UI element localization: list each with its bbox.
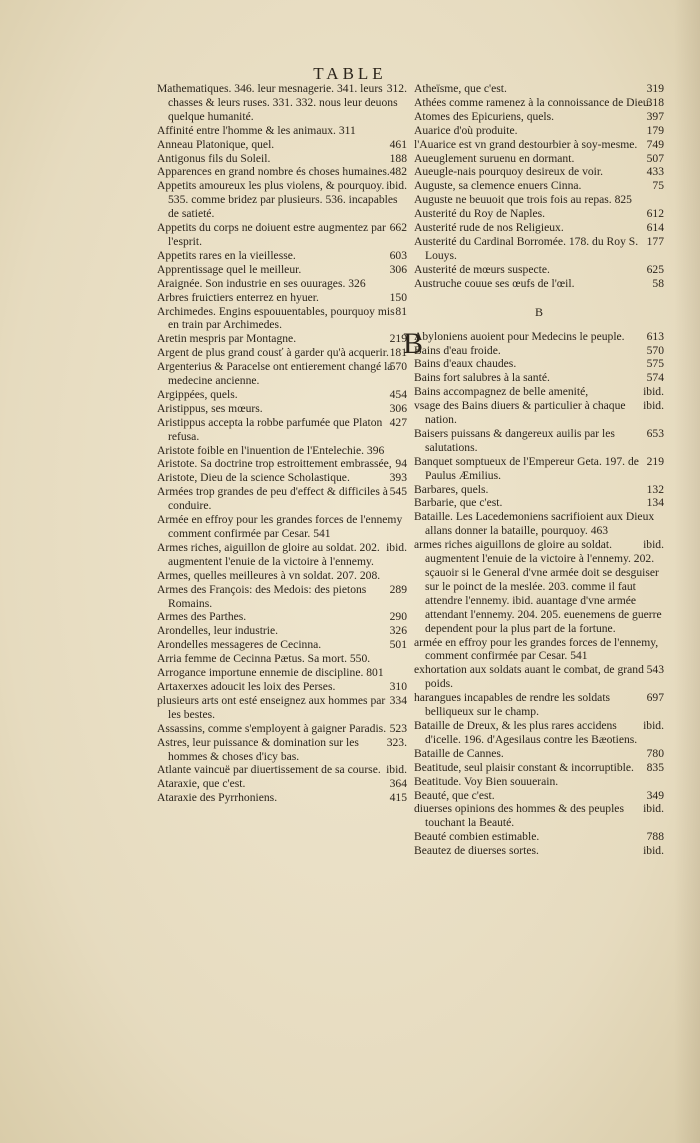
page-reference: 427 bbox=[389, 415, 407, 429]
entry-text: Armes des Parthes. bbox=[157, 610, 247, 624]
entry-text: vsage des Bains diuers & particulier à chaque nation. bbox=[414, 399, 626, 427]
index-entry bbox=[157, 569, 407, 583]
page-reference: 614 bbox=[646, 221, 664, 235]
page-reference: 393 bbox=[389, 471, 407, 485]
page-reference: 150 bbox=[389, 290, 407, 304]
entry-text: Artaxerxes adoucit les loix des Perses. bbox=[157, 679, 336, 693]
page-reference: 219 bbox=[646, 454, 664, 468]
index-entry bbox=[157, 680, 407, 694]
index-entry bbox=[157, 138, 407, 152]
page-reference: 415 bbox=[389, 791, 407, 805]
entry-text: Athées comme ramenez à la connoissance de Dieu. bbox=[414, 95, 652, 109]
index-entry bbox=[157, 722, 407, 736]
entry-text: Atheïsme, que c'est. bbox=[414, 82, 507, 95]
index-entry bbox=[414, 455, 664, 483]
page-reference: 177 bbox=[646, 234, 664, 248]
entry-text: Barbares, quels. bbox=[414, 482, 489, 496]
page-reference: 545 bbox=[389, 485, 407, 499]
index-entry bbox=[157, 763, 407, 777]
index-entry bbox=[157, 624, 407, 638]
index-entry bbox=[414, 719, 664, 747]
index-entry bbox=[414, 802, 664, 830]
entry-text: Aristote foible en l'inuention de l'Entelechie. 396 bbox=[157, 443, 385, 457]
index-entry bbox=[414, 138, 664, 152]
entry-text: Aristote. Sa doctrine trop estroittement embrassée, bbox=[157, 457, 392, 471]
index-entry bbox=[414, 263, 664, 277]
page-reference: 612 bbox=[646, 207, 664, 221]
entry-text: Beauté combien estimable. bbox=[414, 830, 540, 844]
index-entry bbox=[157, 152, 407, 166]
index-entry bbox=[414, 427, 664, 455]
page-reference: ibid. bbox=[643, 399, 664, 413]
page-reference: 306 bbox=[389, 401, 407, 415]
page-reference: 397 bbox=[646, 109, 664, 123]
entry-text: Anneau Platonique, quel. bbox=[157, 137, 275, 151]
index-entry bbox=[157, 82, 407, 124]
index-entry bbox=[157, 513, 407, 541]
entry-text: Austruche couue ses œufs de l'œil. bbox=[414, 276, 575, 290]
page-reference: ibid. bbox=[386, 763, 407, 777]
entry-text: Affinité entre l'homme & les animaux. 311 bbox=[157, 123, 356, 137]
entry-text: Beauté, que c'est. bbox=[414, 788, 495, 802]
index-entry bbox=[157, 402, 407, 416]
index-entry bbox=[414, 496, 664, 510]
entry-text: Assassins, comme s'employent à gaigner Paradis. bbox=[157, 721, 387, 735]
entry-text: Abyloniens auoient pour Medecins le peuple. bbox=[414, 329, 625, 343]
section-letter-b: B bbox=[534, 304, 543, 319]
index-entry bbox=[157, 263, 407, 277]
index-entry bbox=[157, 777, 407, 791]
entry-text: Bains fort salubres à la santé. bbox=[414, 371, 550, 385]
index-entry bbox=[414, 96, 664, 110]
entry-text: Armes, quelles meilleures à vn soldat. 207. 208. bbox=[157, 568, 381, 582]
index-entry bbox=[414, 761, 664, 775]
entry-text: Auarice d'où produite. bbox=[414, 123, 518, 137]
index-entries-b bbox=[403, 326, 664, 858]
entry-text: Aretin mespris par Montagne. bbox=[157, 332, 297, 346]
index-column-right bbox=[403, 82, 664, 858]
page-reference: 461 bbox=[389, 137, 407, 151]
index-entry bbox=[157, 638, 407, 652]
page-reference: 181 bbox=[389, 346, 407, 360]
entry-text: Arria femme de Cecinna Pætus. Sa mort. 550. bbox=[157, 652, 371, 666]
entry-text: Aueugle-nais pourquoy desireux de voir. bbox=[414, 165, 603, 179]
entry-text: Arondelles messageres de Cecinna. bbox=[157, 638, 322, 652]
page-reference: 349 bbox=[646, 788, 664, 802]
entry-text: Appetits du corps ne doiuent estre augmentez par l'esprit. bbox=[157, 221, 386, 248]
entry-text: Austerité de mœurs suspecte. bbox=[414, 262, 550, 276]
entry-text: Argippées, quels. bbox=[157, 387, 238, 401]
entry-text: Aristote, Dieu de la science Scholastique. bbox=[157, 471, 350, 485]
index-entry bbox=[414, 110, 664, 124]
entry-text: Bains d'eau froide. bbox=[414, 343, 501, 357]
page-reference: ibid. bbox=[643, 538, 664, 552]
index-entry bbox=[157, 694, 407, 722]
page-header: TABLE bbox=[313, 64, 387, 83]
index-entry bbox=[157, 388, 407, 402]
page-reference: 501 bbox=[389, 638, 407, 652]
page-reference: 613 bbox=[646, 329, 664, 343]
page-reference: 323. bbox=[386, 735, 407, 749]
index-entry bbox=[157, 332, 407, 346]
entry-text: armée en effroy pour les grandes forces de l'ennemy, comment confirmée par Cesar. 541 bbox=[414, 635, 659, 663]
drop-cap: B bbox=[403, 326, 424, 360]
entry-text: Banquet somptueux de l'Empereur Geta. 197. de Paulus Æmilius. bbox=[414, 454, 639, 482]
page-reference: ibid. bbox=[386, 540, 407, 554]
page-reference: 749 bbox=[646, 137, 664, 151]
index-entries-a bbox=[414, 82, 664, 291]
page-reference: 326 bbox=[389, 624, 407, 638]
entry-text: Archimedes. Engins espouuentables, pourquoy mis en train par Archimedes. bbox=[157, 304, 395, 332]
entry-text: Beautez de diuerses sortes. bbox=[414, 844, 539, 858]
index-column-left bbox=[157, 82, 407, 805]
entry-text: Argent de plus grand cousť à garder qu'à acquerir. bbox=[157, 346, 389, 360]
index-entry bbox=[414, 775, 664, 789]
index-entry bbox=[414, 663, 664, 691]
entry-text: Mathematiques. 346. leur mesnagerie. 341. leurs chasses & leurs ruses. 331. 332. nous leur deuons quelque humanité. bbox=[157, 82, 398, 123]
entry-text: exhortation aux soldats auant le combat, de grand poids. bbox=[414, 663, 644, 691]
entry-text: l'Auarice est vn grand destourbier à soy-mesme. bbox=[414, 137, 638, 151]
page-reference: 788 bbox=[646, 830, 664, 844]
index-entry bbox=[414, 510, 664, 538]
entry-text: Beatitude, seul plaisir constant & incorruptible. bbox=[414, 760, 634, 774]
index-entry bbox=[414, 124, 664, 138]
page-reference: 625 bbox=[646, 262, 664, 276]
index-entry bbox=[157, 457, 407, 471]
index-entry bbox=[157, 610, 407, 624]
page-reference: ibid. bbox=[643, 802, 664, 816]
index-entry bbox=[157, 221, 407, 249]
index-entry bbox=[414, 399, 664, 427]
index-entry bbox=[414, 830, 664, 844]
entry-text: Arrogance importune ennemie de discipline. 801 bbox=[157, 666, 384, 680]
page-reference: 603 bbox=[389, 248, 407, 262]
index-entry bbox=[414, 747, 664, 761]
page-reference: 543 bbox=[646, 663, 664, 677]
entry-text: Bataille de Dreux, & les plus rares accidens d'icelle. 196. d'Agesilaus contre les Bæotiens. bbox=[414, 718, 638, 746]
entry-text: Armes riches, aiguillon de gloire au soldat. 202. augmentent l'enuie de la victoire à l'ennemy. bbox=[157, 540, 380, 568]
entry-text: Antigonus fils du Soleil. bbox=[157, 151, 271, 165]
index-entry bbox=[414, 165, 664, 179]
entry-text: Auguste, sa clemence enuers Cinna. bbox=[414, 179, 582, 193]
index-entry bbox=[414, 357, 664, 371]
page-reference: 179 bbox=[646, 123, 664, 137]
page-reference: 653 bbox=[646, 426, 664, 440]
page-reference: 132 bbox=[646, 482, 664, 496]
entry-text: Armée en effroy pour les grandes forces de l'ennemy comment confirmée par Cesar. 541 bbox=[157, 513, 403, 540]
page-reference: 310 bbox=[389, 679, 407, 693]
index-entry bbox=[414, 179, 664, 193]
entry-text: Aristippus accepta la robbe parfumée que Platon refusa. bbox=[157, 415, 383, 443]
entry-text: Atomes des Epicuriens, quels. bbox=[414, 109, 555, 123]
page-reference: 433 bbox=[646, 165, 664, 179]
page-reference: 289 bbox=[389, 582, 407, 596]
page-reference: 94 bbox=[395, 457, 407, 471]
index-entry bbox=[414, 277, 664, 291]
index-entry bbox=[157, 249, 407, 263]
entry-text: Apprentissage quel le meilleur. bbox=[157, 262, 302, 276]
index-entry bbox=[157, 666, 407, 680]
index-entry bbox=[157, 583, 407, 611]
entry-text: Araignée. Son industrie en ses ouurages. 326 bbox=[157, 276, 366, 290]
entry-text: armes riches aiguillons de gloire au soldat. augmentent l'enuie de la victoire à l'ennemy. 202. sçauoir si le General d'vne armée doit se desguiser sur le poinct de la meslée. 203. comme il faut attendre l'ennemy. ibid. auantage d'vne armée attendant l'ennemy. 204. 205. euenemens de guerre dependent pour la plus part de la fortune. bbox=[414, 538, 662, 635]
page-reference: 570 bbox=[646, 343, 664, 357]
page-reference: 523 bbox=[389, 721, 407, 735]
index-entry bbox=[157, 346, 407, 360]
page-reference: 697 bbox=[646, 691, 664, 705]
index-entry bbox=[414, 193, 664, 207]
page-reference: ibid. bbox=[386, 179, 407, 193]
index-entry bbox=[157, 165, 407, 179]
index-entry bbox=[157, 360, 407, 388]
entry-text: Barbarie, que c'est. bbox=[414, 496, 503, 510]
entry-text: Ataraxie, que c'est. bbox=[157, 777, 246, 791]
index-entry bbox=[414, 385, 664, 399]
index-entry bbox=[414, 789, 664, 803]
page-reference: 81 bbox=[395, 304, 407, 318]
entry-text: plusieurs arts ont esté enseignez aux hommes par les bestes. bbox=[157, 693, 386, 721]
page-reference: 334 bbox=[389, 693, 407, 707]
entry-text: Auguste ne beuuoit que trois fois au repas. 825 bbox=[414, 193, 632, 207]
index-entry bbox=[414, 483, 664, 497]
entry-text: Aueuglement suruenu en dormant. bbox=[414, 151, 575, 165]
index-entry bbox=[414, 636, 664, 664]
index-entry bbox=[157, 736, 407, 764]
index-entry bbox=[157, 179, 407, 221]
page-reference: 507 bbox=[646, 151, 664, 165]
index-entry bbox=[157, 416, 407, 444]
index-entry bbox=[414, 221, 664, 235]
entry-text: Baisers puissans & dangereux auilis par les salutations. bbox=[414, 426, 615, 454]
index-entry bbox=[157, 277, 407, 291]
page-reference: 188 bbox=[389, 151, 407, 165]
entry-text: Bains d'eaux chaudes. bbox=[414, 357, 517, 371]
entry-text: diuerses opinions des hommes & des peuples touchant la Beauté. bbox=[414, 802, 624, 830]
index-entry bbox=[157, 124, 407, 138]
entry-text: harangues incapables de rendre les soldats belliqueux sur le champ. bbox=[414, 691, 611, 719]
page-reference: 835 bbox=[646, 760, 664, 774]
page-reference: 364 bbox=[389, 777, 407, 791]
page-reference: 574 bbox=[646, 371, 664, 385]
page-reference: 575 bbox=[646, 357, 664, 371]
page-reference: 58 bbox=[652, 276, 664, 290]
page-reference: ibid. bbox=[643, 718, 664, 732]
index-entry bbox=[157, 305, 407, 333]
entry-text: Atlante vaincuë par diuertissement de sa course. bbox=[157, 763, 381, 777]
index-entry bbox=[414, 207, 664, 221]
entry-text: Bains accompagnez de belle amenité, bbox=[414, 385, 589, 399]
entry-text: Ataraxie des Pyrrhoniens. bbox=[157, 791, 278, 805]
page-reference: 454 bbox=[389, 387, 407, 401]
index-entry bbox=[414, 371, 664, 385]
page-reference: 75 bbox=[652, 179, 664, 193]
entry-text: Appetits rares en la vieillesse. bbox=[157, 248, 296, 262]
entry-text: Arbres fruictiers enterrez en hyuer. bbox=[157, 290, 319, 304]
page-reference: 306 bbox=[389, 262, 407, 276]
entry-text: Beatitude. Voy Bien souuerain. bbox=[414, 774, 559, 788]
entry-text: Armes des François: des Medois: des pietons Romains. bbox=[157, 582, 367, 610]
index-entry bbox=[157, 541, 407, 569]
index-entry bbox=[157, 652, 407, 666]
page-reference: 318 bbox=[646, 95, 664, 109]
entry-text: Appetits amoureux les plus violens, & pourquoy. 535. comme bridez par plusieurs. 536. incapables de satieté. bbox=[157, 179, 398, 221]
entry-text: Astres, leur puissance & domination sur les hommes & choses d'icy bas. bbox=[157, 735, 359, 763]
page-reference: 780 bbox=[646, 746, 664, 760]
page-reference: 662 bbox=[389, 221, 407, 235]
entry-text: Austerité rude de nos Religieux. bbox=[414, 221, 564, 235]
index-entry bbox=[157, 471, 407, 485]
index-entry bbox=[414, 235, 664, 263]
entry-text: Argenterius & Paracelse ont entierement changé la medecine ancienne. bbox=[157, 360, 393, 388]
index-entry bbox=[157, 485, 407, 513]
page-reference: ibid. bbox=[643, 385, 664, 399]
page-reference: 312. bbox=[386, 82, 407, 95]
index-entry bbox=[157, 791, 407, 805]
page-reference: 482 bbox=[389, 165, 407, 179]
index-entry bbox=[414, 691, 664, 719]
entry-text: Armées trop grandes de peu d'effect & difficiles à conduire. bbox=[157, 485, 388, 513]
entry-text: Apparences en grand nombre és choses humaines. bbox=[157, 165, 390, 179]
entry-text: Arondelles, leur industrie. bbox=[157, 624, 279, 638]
entry-text: Austerité du Cardinal Borromée. 178. du Roy S. Louys. bbox=[414, 234, 639, 262]
index-entry bbox=[157, 291, 407, 305]
index-entry bbox=[414, 844, 664, 858]
index-entry bbox=[414, 152, 664, 166]
entry-text: Bataille de Cannes. bbox=[414, 746, 504, 760]
page-reference: 319 bbox=[646, 82, 664, 95]
index-entry bbox=[414, 538, 664, 635]
page-reference: ibid. bbox=[643, 844, 664, 858]
entry-text: Austerité du Roy de Naples. bbox=[414, 207, 546, 221]
index-entry bbox=[414, 344, 664, 358]
entry-text: Aristippus, ses mœurs. bbox=[157, 401, 263, 415]
entry-text: Bataille. Les Lacedemoniens sacrifioient aux Dieux allans donner la bataille, pourquoy. 463 bbox=[414, 510, 655, 538]
page-reference: 290 bbox=[389, 610, 407, 624]
page-reference: 134 bbox=[646, 496, 664, 510]
page-reference: 570 bbox=[389, 360, 407, 374]
page-edge-shadow bbox=[674, 0, 700, 1143]
index-entry bbox=[157, 444, 407, 458]
page-reference: 219 bbox=[389, 332, 407, 346]
index-entry bbox=[414, 82, 664, 96]
